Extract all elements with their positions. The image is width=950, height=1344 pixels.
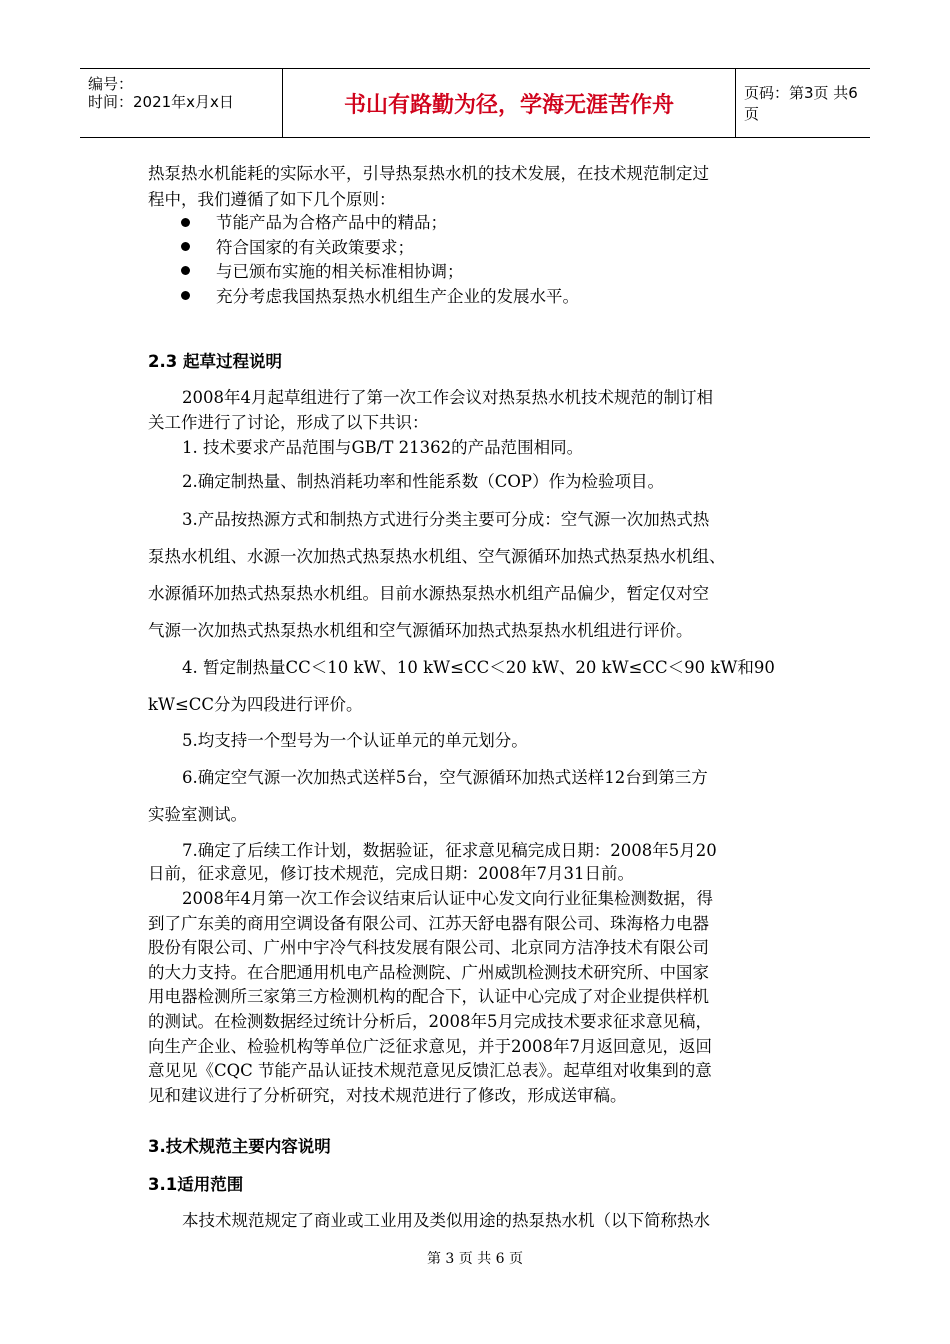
paragraph-line: 3.产品按热源方式和制热方式进行分类主要可分成：空气源一次加热式热 [182, 510, 710, 529]
paragraph-line: 气源一次加热式热泵热水机组和空气源循环加热式热泵热水机组进行评价。 [148, 621, 693, 640]
paragraph-line: 热泵热水机能耗的实际水平，引导热泵热水机的技术发展，在技术规范制定过 [148, 164, 709, 183]
page-footer: 第 3 页 共 6 页 [426, 1251, 524, 1267]
paragraph-line: 见和建议进行了分析研究，对技术规范进行了修改，形成送审稿。 [148, 1086, 627, 1105]
header-page-cell [736, 69, 870, 137]
header-meta-cell [80, 69, 283, 137]
paragraph-line: 向生产企业、检验机构等单位广泛征求意见，并于2008年7月返回意见，返回 [148, 1037, 712, 1056]
paragraph-line: 5.均支持一个型号为一个认证单元的单元划分。 [182, 731, 528, 750]
paragraph-line: 股份有限公司、广州中宇冷气科技发展有限公司、北京同方洁净技术有限公司 [148, 938, 709, 957]
paragraph-line: 的大力支持。在合肥通用机电产品检测院、广州威凯检测技术研究所、中国家 [148, 963, 709, 982]
paragraph-line: 的测试。在检测数据经过统计分析后，2008年5月完成技术要求征求意见稿， [148, 1012, 712, 1031]
paragraph-line: 用电器检测所三家第三方检测机构的配合下，认证中心完成了对企业提供样机 [148, 987, 709, 1006]
paragraph-line: 水源循环加热式热泵热水机组。目前水源热泵热水机组产品偏少，暂定仅对空 [148, 584, 709, 603]
paragraph-line: kW≤CC分为四段进行评价。 [148, 695, 363, 714]
time-label: 时间：2021年x月x日 [88, 93, 234, 111]
bullet-icon [181, 242, 190, 251]
paragraph-line: 本技术规范规定了商业或工业用及类似用途的热泵热水机（以下简称热水 [182, 1211, 710, 1230]
page-info: 页码：第3页 共6页 [744, 84, 858, 123]
paragraph-line: 2.确定制热量、制热消耗功率和性能系数（COP）作为检验项目。 [182, 472, 664, 491]
bullet-icon [181, 218, 190, 227]
paragraph-line: 关工作进行了讨论，形成了以下共识： [148, 413, 429, 432]
paragraph-line: 实验室测试。 [148, 805, 247, 824]
bullet-icon [181, 266, 190, 275]
list-item: 符合国家的有关政策要求； [216, 238, 414, 257]
paragraph-line: 到了广东美的商用空调设备有限公司、江苏天舒电器有限公司、珠海格力电器 [148, 914, 709, 933]
list-item: 节能产品为合格产品中的精品； [216, 213, 447, 232]
subsection-heading: 3.1适用范围 [148, 1175, 244, 1194]
header-motto-cell [283, 69, 736, 137]
number-label: 编号： [88, 75, 134, 93]
list-item: 充分考虑我国热泵热水机组生产企业的发展水平。 [216, 287, 579, 306]
section-heading: 3.技术规范主要内容说明 [148, 1137, 331, 1156]
paragraph-line: 日前，征求意见，修订技术规范，完成日期：2008年7月31日前。 [148, 864, 634, 883]
paragraph-line: 7.确定了后续工作计划，数据验证，征求意见稿完成日期：2008年5月20 [182, 841, 717, 860]
motto: 书山有路勤为径，学海无涯苦作舟 [343, 92, 674, 118]
bullet-icon [181, 291, 190, 300]
paragraph-line: 6.确定空气源一次加热式送样5台，空气源循环加热式送样12台到第三方 [182, 768, 708, 787]
paragraph-line: 2008年4月第一次工作会议结束后认证中心发文向行业征集检测数据，得 [182, 889, 713, 908]
paragraph-line: 1. 技术要求产品范围与GB/T 21362的产品范围相同。 [182, 438, 584, 457]
section-heading: 2.3 起草过程说明 [148, 352, 282, 371]
paragraph-line: 意见见《CQC 节能产品认证技术规范意见反馈汇总表》。起草组对收集到的意 [148, 1061, 712, 1080]
paragraph-line: 4. 暂定制热量CC＜10 kW、10 kW≤CC＜20 kW、20 kW≤CC＜90 kW和90 [182, 658, 775, 677]
paragraph-line: 泵热水机组、水源一次加热式热泵热水机组、空气源循环加热式热泵热水机组、 [148, 547, 726, 566]
list-item: 与已颁布实施的相关标准相协调； [216, 262, 464, 281]
page-header [80, 68, 870, 138]
paragraph-line: 2008年4月起草组进行了第一次工作会议对热泵热水机技术规范的制订相 [182, 388, 713, 407]
paragraph-line: 程中，我们遵循了如下几个原则： [148, 190, 396, 209]
